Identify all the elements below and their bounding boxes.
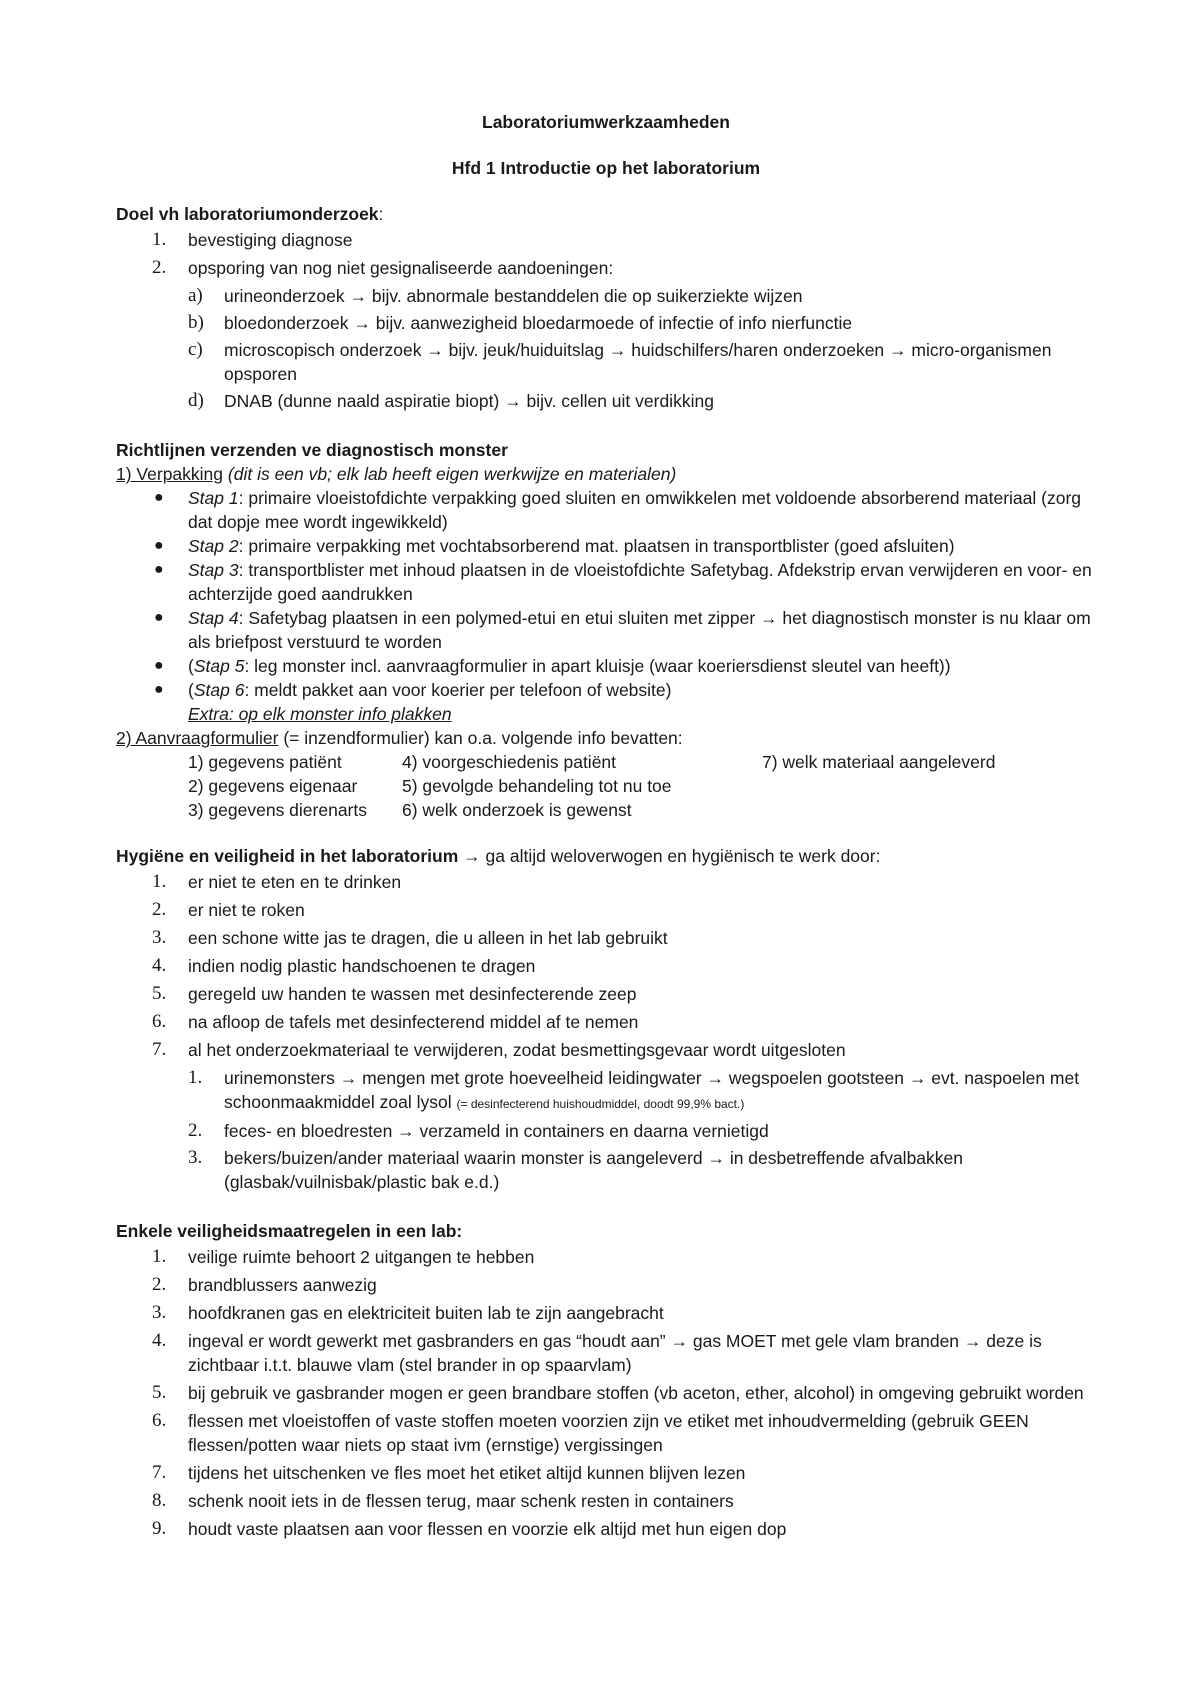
list-text: urineonderzoek → bijv. abnormale bestanddelen die op suikerziekte wijzen (224, 286, 803, 306)
list-text: schenk nooit iets in de flessen terug, maar schenk resten in containers (188, 1491, 734, 1511)
list-number: 5. (152, 983, 167, 1004)
section-richtlijnen (116, 438, 1096, 822)
bullet-icon: ● (154, 537, 164, 554)
info-cell: 3) gegevens dierenarts (188, 800, 367, 820)
list-item (116, 1409, 1096, 1457)
bullet-prefix: ( (188, 680, 194, 700)
list-text: indien nodig plastic handschoenen te dragen (188, 956, 536, 976)
info-cell: 5) gevolgde behandeling tot nu toe (402, 776, 672, 796)
list-number: 7. (152, 1039, 167, 1060)
list-item (116, 1038, 1096, 1062)
list-number: a) (188, 285, 203, 306)
bullet-icon: ● (154, 489, 164, 506)
list-text: DNAB (dunne naald aspiratie biopt) → bijv. cellen uit verdikking (224, 391, 714, 411)
list-number: 1. (152, 229, 167, 250)
bullet-item (116, 486, 1096, 534)
list-number: 6. (152, 1410, 167, 1431)
bullet-icon: ● (154, 681, 164, 698)
verpakking-note: (dit is een vb; elk lab heeft eigen werkwijze en materialen) (227, 464, 677, 484)
stap-label: Stap 4 (188, 608, 239, 628)
bullet-item (116, 534, 1096, 558)
stap-label: Stap 6 (193, 680, 245, 700)
list-item (116, 926, 1096, 950)
list-number: 1. (152, 871, 167, 892)
list-text: microscopisch onderzoek → bijv. jeuk/huiduitslag → huidschilfers/haren onderzoeken → micro-organismen opsporen (224, 340, 1052, 384)
bullet-item (116, 678, 1096, 702)
bullet-text: : Safetybag plaatsen in een polymed-etui en etui sluiten met zipper → het diagnostisch monster is nu klaar om als briefpost verstuurd te worden (188, 608, 1091, 652)
list-item (116, 1245, 1096, 1269)
list-text: brandblussers aanwezig (188, 1275, 377, 1295)
sub-list-item (116, 311, 1096, 335)
aanvraag-text: (= inzendformulier) kan o.a. volgende info bevatten: (278, 728, 683, 748)
list-item (116, 1301, 1096, 1325)
list-text: houdt vaste plaatsen aan voor flessen en voorzie elk altijd met hun eigen dop (188, 1519, 787, 1539)
document-page (116, 110, 1096, 1545)
info-cell (762, 774, 1082, 798)
list-text: urinemonsters → mengen met grote hoeveelheid leidingwater → wegspoelen gootsteen → evt. naspoelen met schoonmaakmiddel zoal lysol (224, 1068, 1080, 1112)
bullet-icon: ● (154, 561, 164, 578)
list-number: 2. (152, 257, 167, 278)
sub-list-item (116, 1066, 1096, 1116)
list-item (116, 228, 1096, 252)
list-text: er niet te roken (188, 900, 305, 920)
verpakking-line (116, 462, 1096, 486)
bullet-icon: ● (154, 657, 164, 674)
sub-list-item (116, 1146, 1096, 1194)
sub-list-item (116, 284, 1096, 308)
list-item (116, 1381, 1096, 1405)
list-text: bevestiging diagnose (188, 230, 353, 250)
list-note: (= desinfecterend huishoudmiddel, doodt 99,9% bact.) (456, 1097, 745, 1111)
list-text: er niet te eten en te drinken (188, 872, 402, 892)
list-text: geregeld uw handen te wassen met desinfecterende zeep (188, 984, 637, 1004)
section-doel (116, 202, 1096, 413)
list-text: ingeval er wordt gewerkt met gasbranders en gas “houdt aan” → gas MOET met gele vlam branden → deze is zichtbaar i.t.t. blauwe vlam (stel brander in op spaarvlam) (188, 1331, 1042, 1375)
list-number: 3. (188, 1147, 203, 1168)
heading-text: Doel vh laboratoriumonderzoek (116, 204, 379, 224)
sub-list-item (116, 1119, 1096, 1143)
info-cell: 6) welk onderzoek is gewenst (402, 800, 632, 820)
list-number: 8. (152, 1490, 167, 1511)
bullet-prefix: ( (188, 656, 194, 676)
info-grid (116, 750, 1096, 822)
list-number: 5. (152, 1382, 167, 1403)
stap-label: Stap 3 (188, 560, 239, 580)
list-number: 9. (152, 1518, 167, 1539)
list-text: bij gebruik ve gasbrander mogen er geen brandbare stoffen (vb aceton, ether, alcohol) in omgeving gebruikt worden (188, 1383, 1084, 1403)
bullet-item (116, 558, 1096, 606)
list-number: 2. (188, 1120, 203, 1141)
bullet-text: : meldt pakket aan voor koerier per telefoon of website) (244, 680, 672, 700)
list-text: een schone witte jas te dragen, die u alleen in het lab gebruikt (188, 928, 668, 948)
list-number: 1. (152, 1246, 167, 1267)
section-heading: Enkele veiligheidsmaatregelen in een lab: (116, 1221, 463, 1241)
list-number: b) (188, 312, 204, 333)
list-item (116, 1010, 1096, 1034)
list-text: veilige ruimte behoort 2 uitgangen te hebben (188, 1247, 535, 1267)
stap-label: Stap 1 (188, 488, 239, 508)
info-cell: 7) welk materiaal aangeleverd (762, 752, 996, 772)
bullet-text: : transportblister met inhoud plaatsen in de vloeistofdichte Safetybag. Afdekstrip ervan verwijderen en voor- en achterzijde goed aandrukken (188, 560, 1092, 604)
list-item (116, 1461, 1096, 1485)
list-number: 1. (188, 1067, 203, 1088)
section-heading: Richtlijnen verzenden ve diagnostisch monster (116, 440, 508, 460)
list-text: bekers/buizen/ander materiaal waarin monster is aangeleverd → in desbetreffende afvalbakken (glasbak/vuilnisbak/plastic bak e.d.) (224, 1148, 963, 1192)
section-heading (116, 844, 1096, 868)
list-text: hoofdkranen gas en elektriciteit buiten lab te zijn aangebracht (188, 1303, 664, 1323)
aanvraag-label: 2) Aanvraagformulier (116, 728, 279, 748)
list-item (116, 954, 1096, 978)
list-number: 2. (152, 1274, 167, 1295)
list-item (116, 1329, 1096, 1377)
bullet-text: : primaire vloeistofdichte verpakking goed sluiten en omwikkelen met voldoende absorberend materiaal (zorg dat dopje mee wordt ingewikkeld) (188, 488, 1082, 532)
list-number: 7. (152, 1462, 167, 1483)
list-number: c) (188, 339, 203, 360)
list-number: 6. (152, 1011, 167, 1032)
info-cell: 2) gegevens eigenaar (188, 776, 358, 796)
list-item (116, 898, 1096, 922)
list-number: 4. (152, 1330, 167, 1351)
list-item (116, 1273, 1096, 1297)
sub-list-item (116, 389, 1096, 413)
list-text: al het onderzoekmateriaal te verwijderen, zodat besmettingsgevaar wordt uitgesloten (188, 1040, 846, 1060)
bullet-item (116, 606, 1096, 654)
info-cell: 4) voorgeschiedenis patiënt (402, 752, 617, 772)
list-text: na afloop de tafels met desinfecterend middel af te nemen (188, 1012, 639, 1032)
heading-suffix: : (378, 204, 384, 224)
stap-label: Stap 5 (193, 656, 245, 676)
chapter-title: Hfd 1 Introductie op het laboratorium (451, 158, 761, 178)
list-text: feces- en bloedresten → verzameld in containers en daarna vernietigd (224, 1121, 769, 1141)
list-text: tijdens het uitschenken ve fles moet het etiket altijd kunnen blijven lezen (188, 1463, 746, 1483)
list-item (116, 1489, 1096, 1513)
info-cell: 1) gegevens patiënt (188, 752, 342, 772)
list-text: opsporing van nog niet gesignaliseerde aandoeningen: (188, 258, 614, 278)
info-cell (762, 798, 1082, 822)
list-number: 3. (152, 927, 167, 948)
section-hygiene (116, 844, 1096, 1194)
bullet-item (116, 654, 1096, 678)
aanvraag-line (116, 726, 1096, 750)
list-number: d) (188, 390, 204, 411)
list-number: 2. (152, 899, 167, 920)
list-item (116, 256, 1096, 280)
bullet-text: : primaire verpakking met vochtabsorberend mat. plaatsen in transportblister (goed afsluiten) (238, 536, 955, 556)
list-item (116, 870, 1096, 894)
bullet-text: : leg monster incl. aanvraagformulier in apart kluisje (waar koeriersdienst sleutel van heeft)) (244, 656, 951, 676)
document-title: Laboratoriumwerkzaamheden (482, 112, 730, 132)
verpakking-label: 1) Verpakking (116, 464, 224, 484)
list-number: 3. (152, 1302, 167, 1323)
list-item (116, 982, 1096, 1006)
section-veiligheid (116, 1219, 1096, 1541)
bullet-icon: ● (154, 609, 164, 626)
extra-note: Extra: op elk monster info plakken (188, 704, 452, 724)
heading-suffix: → ga altijd weloverwogen en hygiënisch te werk door: (458, 846, 881, 866)
stap-label: Stap 2 (188, 536, 239, 556)
sub-list-item (116, 338, 1096, 386)
list-text: flessen met vloeistoffen of vaste stoffen moeten voorzien zijn ve etiket met inhoudvermelding (gebruik GEEN flessen/potten waar niets op staat ivm (ernstige) vergissingen (188, 1411, 1029, 1455)
section-heading (116, 202, 1096, 226)
list-item (116, 1517, 1096, 1541)
list-number: 4. (152, 955, 167, 976)
list-text: bloedonderzoek → bijv. aanwezigheid bloedarmoede of infectie of info nierfunctie (224, 313, 853, 333)
heading-text: Hygiëne en veiligheid in het laboratorium (116, 846, 459, 866)
